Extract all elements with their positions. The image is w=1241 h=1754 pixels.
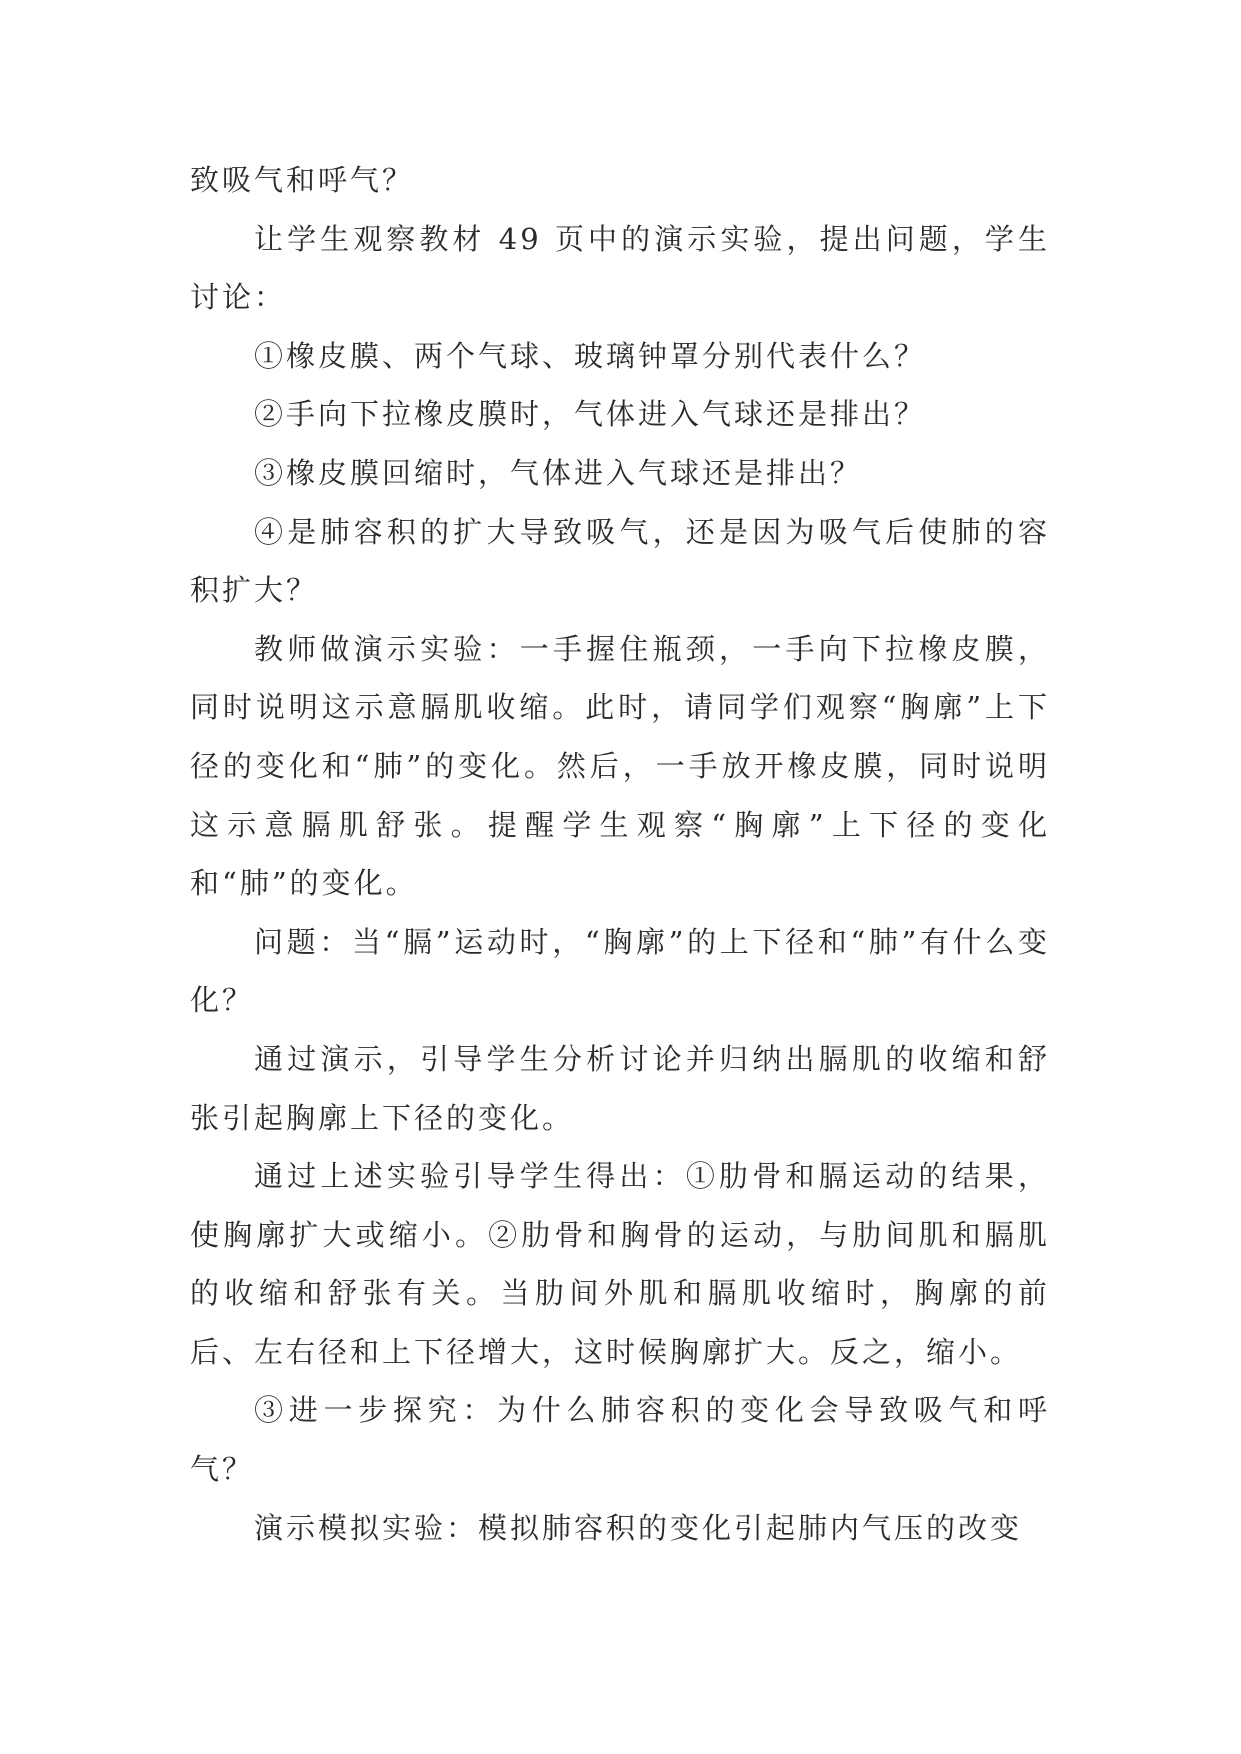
paragraph: 致吸气和呼气？: [190, 163, 415, 197]
paragraph: 通过演示，引导学生分析讨论并归纳出膈肌的收缩和舒张引起胸廓上下径的变化。: [190, 1041, 1050, 1135]
document-body: [190, 151, 1050, 1557]
paragraph: 通过上述实验引导学生得出：①肋骨和膈运动的结果，使胸廓扩大或缩小。②肋骨和胸骨的运动，与肋间肌和膈肌的收缩和舒张有关。当肋间外肌和膈肌收缩时，胸廓的前后、左右径和上下径增大，这时候胸廓扩大。反之，缩小。: [190, 1159, 1050, 1369]
paragraph: 让学生观察教材 49 页中的演示实验，提出问题，学生讨论：: [190, 221, 1050, 315]
paragraph: 问题：当“膈”运动时，“胸廓”的上下径和“肺”有什么变化？: [190, 924, 1050, 1018]
paragraph: ②手向下拉橡皮膜时，气体进入气球还是排出？: [254, 397, 927, 432]
paragraph: 教师做演示实验：一手握住瓶颈，一手向下拉橡皮膜，同时说明这示意膈肌收缩。此时，请同学们观察“胸廓”上下径的变化和“肺”的变化。然后，一手放开橡皮膜，同时说明这示意膈肌舒张。提醒学生观察“胸廓”上下径的变化和“肺”的变化。: [190, 631, 1050, 901]
paragraph: ④是肺容积的扩大导致吸气，还是因为吸气后使肺的容积扩大？: [190, 514, 1050, 608]
paragraph: ③橡皮膜回缩时，气体进入气球还是排出？: [254, 455, 863, 490]
paragraph: 演示模拟实验：模拟肺容积的变化引起肺内气压的改变: [254, 1510, 1023, 1545]
paragraph: ③进一步探究：为什么肺容积的变化会导致吸气和呼气？: [190, 1393, 1050, 1487]
paragraph: ①橡皮膜、两个气球、玻璃钟罩分别代表什么？: [254, 338, 927, 373]
